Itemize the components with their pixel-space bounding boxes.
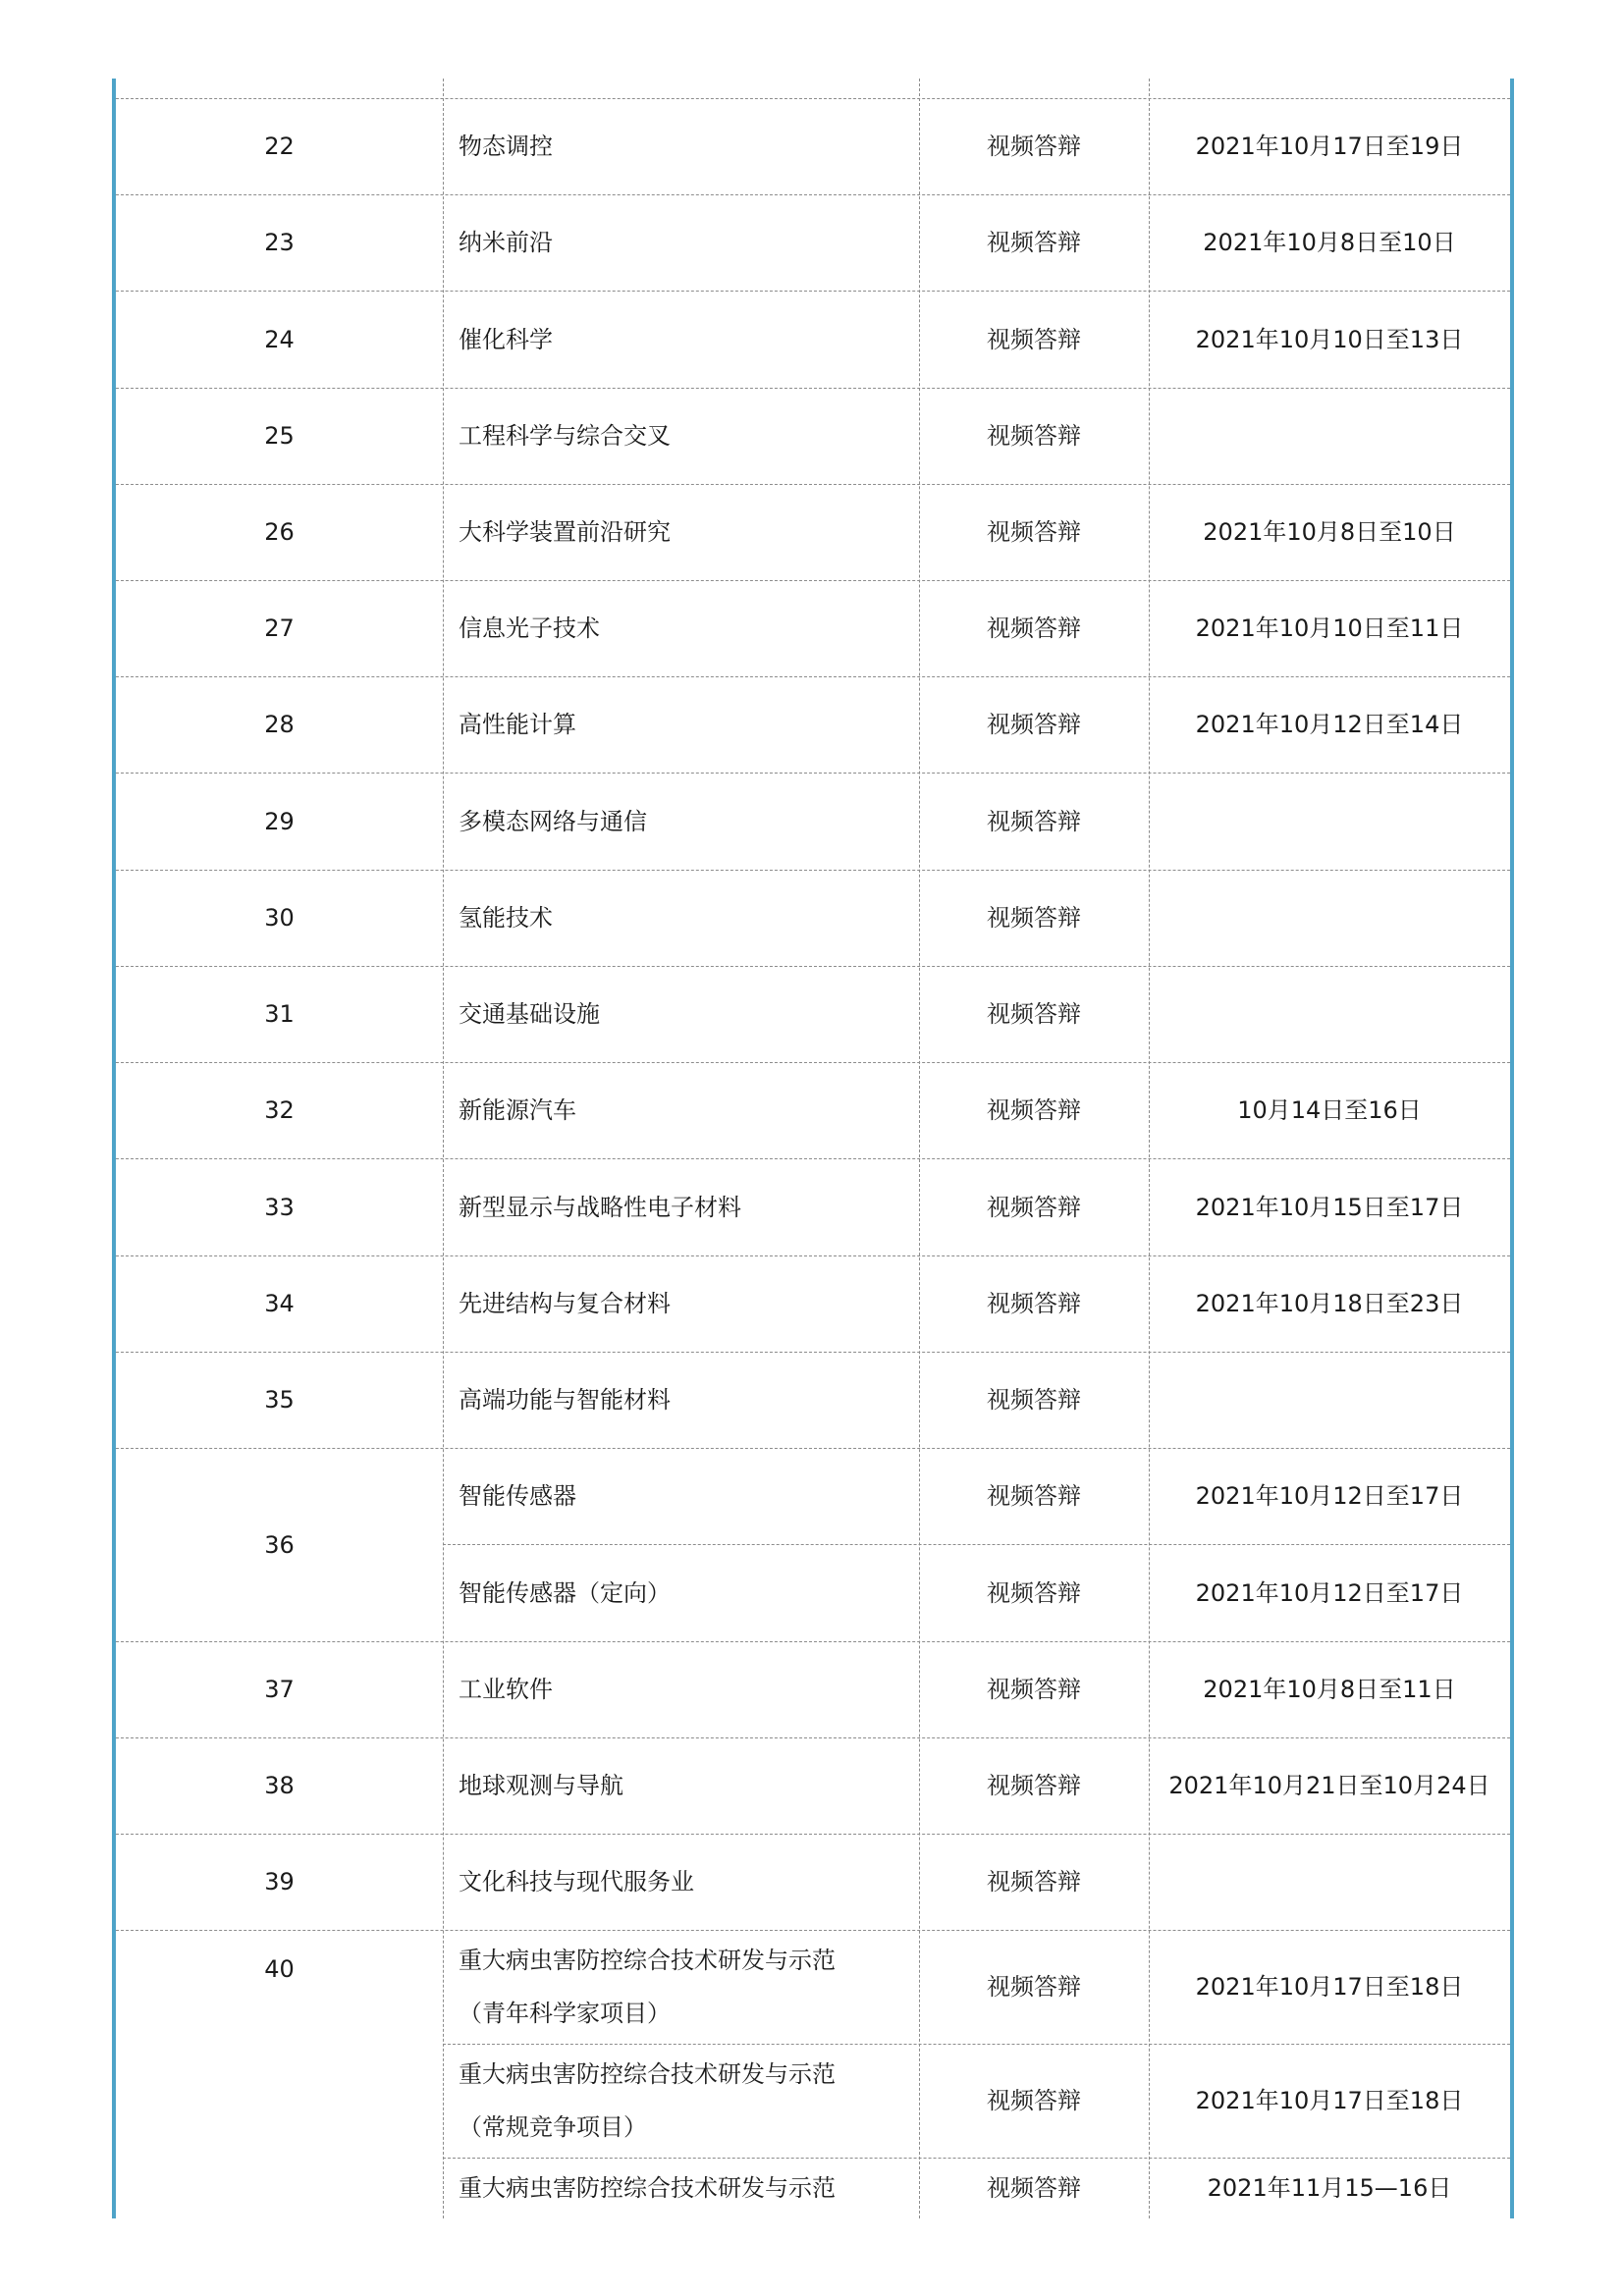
review-type: 视频答辩 xyxy=(987,1482,1081,1510)
review-type: 视频答辩 xyxy=(987,1290,1081,1317)
review-date: 2021年10月17日至19日 xyxy=(1195,133,1464,160)
review-date xyxy=(1149,1834,1510,1930)
row-number: 40 xyxy=(264,1955,295,1983)
project-name: 地球观测与导航 xyxy=(459,1772,623,1799)
project-name: 新型显示与战略性电子材料 xyxy=(459,1193,741,1221)
review-type: 视频答辩 xyxy=(987,1193,1081,1221)
review-type: 视频答辩 xyxy=(987,1676,1081,1703)
row-number: 34 xyxy=(264,1290,295,1317)
review-type: 视频答辩 xyxy=(987,1772,1081,1799)
project-name-line: 重大病虫害防控综合技术研发与示范 xyxy=(459,1947,836,1974)
review-type: 视频答辩 xyxy=(987,229,1081,256)
project-name: 智能传感器 xyxy=(459,1482,576,1510)
project-name-line: （常规竞争项目） xyxy=(459,2113,647,2141)
row-number: 25 xyxy=(264,422,295,450)
project-name xyxy=(443,2044,919,2158)
row-number: 23 xyxy=(264,229,295,256)
review-date: 2021年10月15日至17日 xyxy=(1195,1193,1464,1221)
review-date: 2021年10月17日至18日 xyxy=(1195,2087,1464,2114)
review-date: 2021年10月17日至18日 xyxy=(1195,1973,1464,2001)
project-name: 物态调控 xyxy=(459,133,553,160)
review-type: 视频答辩 xyxy=(987,711,1081,738)
row-number: 26 xyxy=(264,518,295,546)
review-type: 视频答辩 xyxy=(987,807,1081,835)
schedule-table xyxy=(112,79,1514,2218)
project-name: 工业软件 xyxy=(459,1676,553,1703)
review-type: 视频答辩 xyxy=(987,1386,1081,1414)
review-date: 2021年10月8日至10日 xyxy=(1203,518,1456,546)
project-name: 氢能技术 xyxy=(459,904,553,932)
review-date: 2021年10月18日至23日 xyxy=(1195,1290,1464,1317)
row-number: 31 xyxy=(264,1000,295,1028)
review-type: 视频答辩 xyxy=(987,1578,1081,1607)
review-date: 10月14日至16日 xyxy=(1237,1096,1422,1124)
row-number: 24 xyxy=(264,325,295,353)
review-date xyxy=(1149,870,1510,966)
review-date xyxy=(1149,1352,1510,1448)
review-date: 2021年10月8日至11日 xyxy=(1203,1676,1456,1703)
row-number: 27 xyxy=(264,614,295,642)
review-type: 视频答辩 xyxy=(987,1868,1081,1896)
review-date: 2021年10月8日至10日 xyxy=(1203,229,1456,256)
project-name-line: （青年科学家项目） xyxy=(459,2000,671,2027)
table-right-border xyxy=(1510,79,1514,2218)
project-name xyxy=(443,1930,919,2044)
project-name: 高性能计算 xyxy=(459,711,576,738)
review-date: 2021年10月12日至14日 xyxy=(1195,711,1464,738)
review-type: 视频答辩 xyxy=(987,614,1081,642)
review-type: 视频答辩 xyxy=(987,904,1081,932)
project-name: 信息光子技术 xyxy=(459,614,600,642)
project-name: 高端功能与智能材料 xyxy=(459,1386,671,1414)
review-date: 2021年10月10日至11日 xyxy=(1195,614,1464,642)
row-number: 37 xyxy=(264,1676,295,1703)
review-type: 视频答辩 xyxy=(987,422,1081,450)
row-number: 36 xyxy=(264,1530,295,1559)
review-type: 视频答辩 xyxy=(987,2087,1081,2114)
project-name: 交通基础设施 xyxy=(459,1000,600,1028)
review-type: 视频答辩 xyxy=(987,2174,1081,2202)
review-date: 2021年10月12日至17日 xyxy=(1195,1578,1464,1607)
review-type: 视频答辩 xyxy=(987,518,1081,546)
project-name: 大科学装置前沿研究 xyxy=(459,518,671,546)
review-type: 视频答辩 xyxy=(987,325,1081,353)
project-name: 新能源汽车 xyxy=(459,1096,576,1124)
review-date xyxy=(1149,966,1510,1062)
row-number: 39 xyxy=(264,1868,295,1896)
review-type: 视频答辩 xyxy=(987,1000,1081,1028)
review-date xyxy=(1149,773,1510,870)
project-name: 纳米前沿 xyxy=(459,229,553,256)
row-number: 22 xyxy=(264,133,295,160)
row-number: 33 xyxy=(264,1193,295,1221)
row-number: 32 xyxy=(264,1096,295,1124)
review-date: 2021年10月10日至13日 xyxy=(1195,325,1464,353)
review-date: 2021年10月21日至10月24日 xyxy=(1168,1772,1490,1799)
review-type: 视频答辩 xyxy=(987,1096,1081,1124)
project-name: 智能传感器（定向） xyxy=(459,1578,671,1607)
project-name: 文化科技与现代服务业 xyxy=(459,1868,694,1896)
project-name: 重大病虫害防控综合技术研发与示范 xyxy=(459,2174,836,2202)
project-name-line: 重大病虫害防控综合技术研发与示范 xyxy=(459,2060,836,2088)
project-name: 多模态网络与通信 xyxy=(459,807,647,835)
row-number: 35 xyxy=(264,1386,295,1414)
row-number: 38 xyxy=(264,1772,295,1799)
row-number: 30 xyxy=(264,904,295,932)
review-date: 2021年11月15—16日 xyxy=(1207,2174,1452,2202)
row-number: 28 xyxy=(264,711,295,738)
review-date: 2021年10月12日至17日 xyxy=(1195,1482,1464,1510)
review-type: 视频答辩 xyxy=(987,133,1081,160)
review-date xyxy=(1149,388,1510,484)
row-number: 29 xyxy=(264,807,295,835)
project-name: 工程科学与综合交叉 xyxy=(459,422,671,450)
project-name: 催化科学 xyxy=(459,325,553,353)
review-type: 视频答辩 xyxy=(987,1973,1081,2001)
project-name: 先进结构与复合材料 xyxy=(459,1290,671,1317)
